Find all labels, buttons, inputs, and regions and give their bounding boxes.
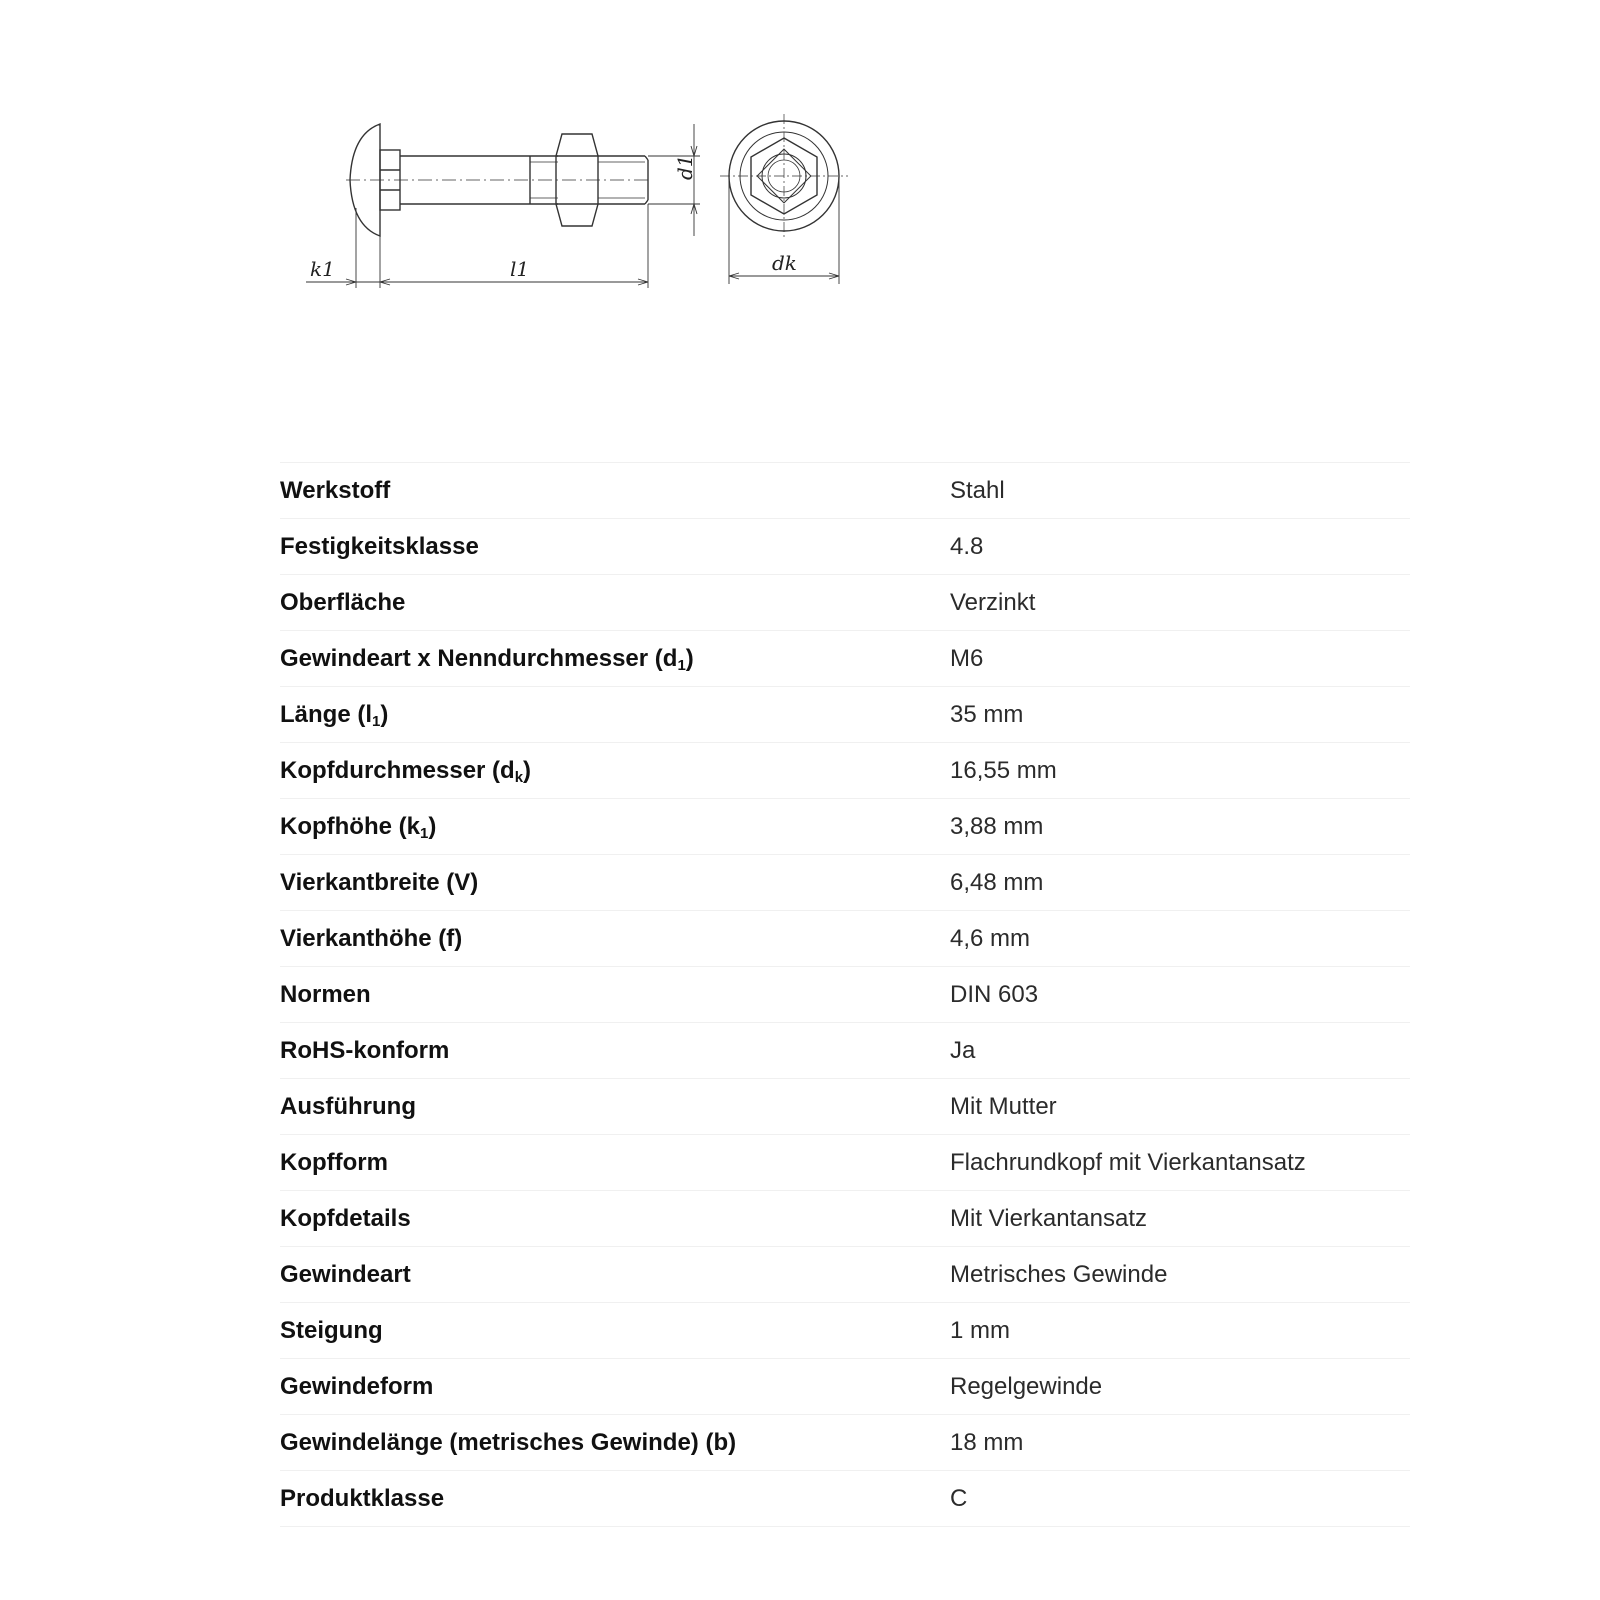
spec-label-text: Kopfdetails xyxy=(280,1204,411,1232)
spec-label xyxy=(280,575,950,631)
spec-label-subscript: 1 xyxy=(372,712,381,730)
spec-label xyxy=(280,687,950,743)
spec-value: 4.8 xyxy=(950,519,1410,575)
specification-table xyxy=(280,462,1410,1527)
spec-label xyxy=(280,799,950,855)
spec-label-text: Oberfläche xyxy=(280,588,406,616)
spec-label-text: RoHS-konform xyxy=(280,1036,450,1064)
table-row xyxy=(280,855,1410,911)
spec-value: 3,88 mm xyxy=(950,799,1410,855)
spec-label-text: Kopfdurchmesser (d xyxy=(280,756,515,784)
technical-drawing xyxy=(300,112,880,312)
spec-value: 4,6 mm xyxy=(950,911,1410,967)
spec-label xyxy=(280,1135,950,1191)
spec-label-text: Gewindeform xyxy=(280,1372,434,1400)
spec-value: C xyxy=(950,1471,1410,1527)
spec-label xyxy=(280,1191,950,1247)
table-row xyxy=(280,1415,1410,1471)
label-l1: l1 xyxy=(510,257,530,281)
spec-value: 18 mm xyxy=(950,1415,1410,1471)
label-d1: d1 xyxy=(673,154,697,180)
spec-value: Metrisches Gewinde xyxy=(950,1247,1410,1303)
spec-label xyxy=(280,1247,950,1303)
spec-label-suffix: ) xyxy=(523,756,532,784)
table-row xyxy=(280,1471,1410,1527)
table-row xyxy=(280,463,1410,519)
spec-label xyxy=(280,631,950,687)
spec-label-text: Werkstoff xyxy=(280,476,391,504)
table-row xyxy=(280,519,1410,575)
spec-label xyxy=(280,1471,950,1527)
spec-value: Regelgewinde xyxy=(950,1359,1410,1415)
spec-value: 1 mm xyxy=(950,1303,1410,1359)
spec-label xyxy=(280,1079,950,1135)
spec-label-text: Kopfform xyxy=(280,1148,388,1176)
spec-label xyxy=(280,1303,950,1359)
table-row xyxy=(280,1079,1410,1135)
spec-value: Verzinkt xyxy=(950,575,1410,631)
spec-label-text: Normen xyxy=(280,980,371,1008)
table-row xyxy=(280,743,1410,799)
spec-label-text: Gewindelänge (metrisches Gewinde) (b) xyxy=(280,1428,737,1456)
spec-label-subscript: k xyxy=(514,768,524,786)
spec-value: Mit Mutter xyxy=(950,1079,1410,1135)
spec-label-text: Produktklasse xyxy=(280,1484,445,1512)
spec-label xyxy=(280,743,950,799)
spec-label-text: Länge (l xyxy=(280,700,373,728)
spec-label xyxy=(280,1415,950,1471)
table-row xyxy=(280,1359,1410,1415)
spec-label-text: Gewindeart x Nenndurchmesser (d xyxy=(280,644,678,672)
spec-value: Flachrundkopf mit Vierkantansatz xyxy=(950,1135,1410,1191)
spec-label xyxy=(280,855,950,911)
bolt-drawing-svg xyxy=(300,112,880,312)
table-row xyxy=(280,631,1410,687)
spec-label-text: Vierkantbreite (V) xyxy=(280,868,479,896)
spec-label xyxy=(280,1023,950,1079)
spec-label-subscript: 1 xyxy=(677,656,686,674)
table-row xyxy=(280,1023,1410,1079)
specification-rows xyxy=(280,463,1410,1527)
spec-value: M6 xyxy=(950,631,1410,687)
spec-label xyxy=(280,1359,950,1415)
spec-label xyxy=(280,519,950,575)
spec-label-subscript: 1 xyxy=(419,824,429,842)
spec-label-text: Gewindeart xyxy=(280,1260,411,1288)
table-row xyxy=(280,911,1410,967)
spec-label xyxy=(280,911,950,967)
table-row xyxy=(280,575,1410,631)
spec-label-suffix: ) xyxy=(380,700,389,728)
spec-label xyxy=(280,463,950,519)
label-k1: k1 xyxy=(310,257,335,281)
spec-label-suffix: ) xyxy=(428,812,437,840)
table-row xyxy=(280,967,1410,1023)
spec-label-suffix: ) xyxy=(685,644,694,672)
spec-label-text: Kopfhöhe (k xyxy=(280,812,420,840)
spec-value: 16,55 mm xyxy=(950,743,1410,799)
table-row xyxy=(280,1191,1410,1247)
spec-label-text: Festigkeitsklasse xyxy=(280,532,479,560)
spec-value: 35 mm xyxy=(950,687,1410,743)
spec-value: 6,48 mm xyxy=(950,855,1410,911)
spec-label-text: Steigung xyxy=(280,1316,383,1344)
table-row xyxy=(280,1303,1410,1359)
spec-label xyxy=(280,967,950,1023)
spec-value: Stahl xyxy=(950,463,1410,519)
table-row xyxy=(280,1135,1410,1191)
spec-label-text: Ausführung xyxy=(280,1092,416,1120)
spec-label-text: Vierkanthöhe (f) xyxy=(280,924,463,952)
spec-value: DIN 603 xyxy=(950,967,1410,1023)
spec-value: Mit Vierkantansatz xyxy=(950,1191,1410,1247)
table-row xyxy=(280,1247,1410,1303)
table-row xyxy=(280,687,1410,743)
label-dk: dk xyxy=(772,251,797,275)
table-row xyxy=(280,799,1410,855)
spec-value: Ja xyxy=(950,1023,1410,1079)
